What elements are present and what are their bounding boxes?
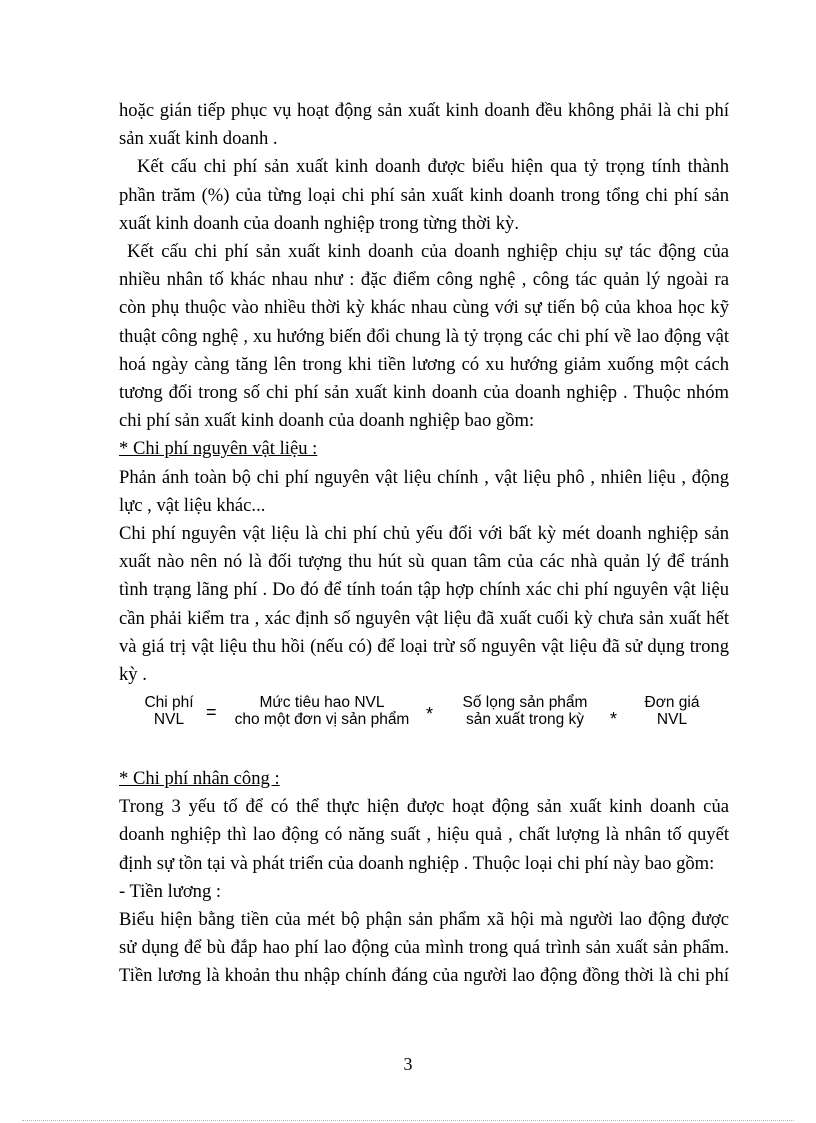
text-line: hoặc gián tiếp phục vụ hoạt động sản xuất kinh doanh đều không phải là chi phí <box>119 100 729 121</box>
text-line: và giá trị vật liệu thu hồi (nếu có) để loại trừ số nguyên vật liệu đã sử dụng trong <box>119 635 729 657</box>
formula-equals: = <box>206 702 217 722</box>
formula-lhs-bottom: NVL <box>153 711 185 728</box>
formula-term3-bottom: NVL <box>656 711 688 728</box>
formula-term1-top: Mức tiêu hao NVL <box>259 694 385 711</box>
sub-heading-wages: - Tiền lương : <box>119 880 222 902</box>
text-line: tương đối trong số chi phí sản xuất kinh doanh của doanh nghiệp . Thuộc nhóm <box>119 382 729 404</box>
text-line: hoá ngày càng tăng lên trong khi tiền lương có xu hướng giảm xuống một cách <box>119 353 729 375</box>
text-line: thuật công nghệ , xu hướng biến đổi chung là tỷ trọng các chi phí về lao động vật <box>119 325 729 347</box>
text-line: còn phụ thuộc vào nhiều thời kỳ khác nhau cùng với sự tiến bộ của khoa học kỹ <box>119 297 729 319</box>
section-heading-materials: * Chi phí nguyên vật liệu : <box>119 438 318 460</box>
text-line: Biểu hiện bằng tiền của mét bộ phận sản phẩm xã hội mà người lao động được <box>119 909 729 931</box>
text-line: Chi phí nguyên vật liệu là chi phí chủ yếu đối với bất kỳ mét doanh nghiệp sản <box>119 523 729 545</box>
formula-times-1: * <box>426 704 434 724</box>
text-line: xuất kinh doanh của doanh nghiệp trong từng thời kỳ. <box>119 212 519 234</box>
text-line: lực , vật liệu khác... <box>119 494 266 516</box>
text-line: sản xuất kinh doanh . <box>119 128 278 150</box>
formula-term3-top: Đơn giá <box>644 694 700 711</box>
text-line: kỳ . <box>119 664 147 686</box>
formula-term3 <box>638 694 706 728</box>
page-bottom-divider <box>22 1120 794 1121</box>
formula-term1-bottom: cho một đơn vị sản phẩm <box>234 711 410 728</box>
formula-term2-bottom: sản xuất trong kỳ <box>465 711 585 728</box>
text-line: Kết cấu chi phí sản xuất kinh doanh của doanh nghiệp chịu sự tác động của <box>127 241 729 263</box>
text-line: chi phí sản xuất kinh doanh của doanh nghiệp bao gồm: <box>119 410 535 432</box>
section-heading-labor: * Chi phí nhân công : <box>119 768 280 789</box>
material-cost-formula <box>140 694 720 736</box>
text-line: xuất nào nên nó là đối tượng thu hút sù quan tâm của các nhà quản lý để tránh <box>119 551 729 573</box>
formula-lhs-top: Chi phí <box>144 694 194 711</box>
text-line: sử dụng để bù đắp hao phí lao động của mình trong quá trình sản xuất sản phẩm. <box>119 937 729 959</box>
page-number: 3 <box>403 1054 413 1074</box>
formula-times-2: * <box>610 709 618 729</box>
formula-term2-top: Số lọng sản phẩm <box>462 694 588 711</box>
formula-lhs <box>140 694 198 728</box>
text-line: Trong 3 yếu tố để có thể thực hiện được hoạt động sản xuất kinh doanh của <box>119 796 729 818</box>
text-line: Kết cấu chi phí sản xuất kinh doanh được biểu hiện qua tỷ trọng tính thành <box>137 156 729 178</box>
text-line: Tiền lương là khoản thu nhập chính đáng của người lao động đồng thời là chi phí <box>119 965 729 987</box>
text-line: cần phải kiểm tra , xác định số nguyên vật liệu đã xuất cuối kỳ chưa sản xuất hết <box>119 607 729 629</box>
formula-term1 <box>226 694 418 728</box>
body-text-bottom <box>119 765 729 991</box>
text-line: phần trăm (%) của từng loại chi phí sản xuất kinh doanh trong tổng chi phí sản <box>119 184 729 206</box>
text-line: doanh nghiệp thì lao động có năng suất , hiệu quả , chất lượng là nhân tố quyết <box>119 824 729 846</box>
text-line: nhiều nhân tố khác nhau như : đặc điểm công nghệ , công tác quản lý ngoài ra <box>119 269 729 291</box>
text-line: Phản ánh toàn bộ chi phí nguyên vật liệu chính , vật liệu phô , nhiên liệu , động <box>119 466 729 488</box>
body-text-top <box>119 97 729 689</box>
text-line: định sự tồn tại và phát triển của doanh nghiệp . Thuộc loại chi phí này bao gồm: <box>119 852 715 874</box>
formula-term2 <box>450 694 600 728</box>
text-line: tình trạng lãng phí . Do đó để tính toán tập hợp chính xác chi phí nguyên vật liệu <box>119 579 729 601</box>
